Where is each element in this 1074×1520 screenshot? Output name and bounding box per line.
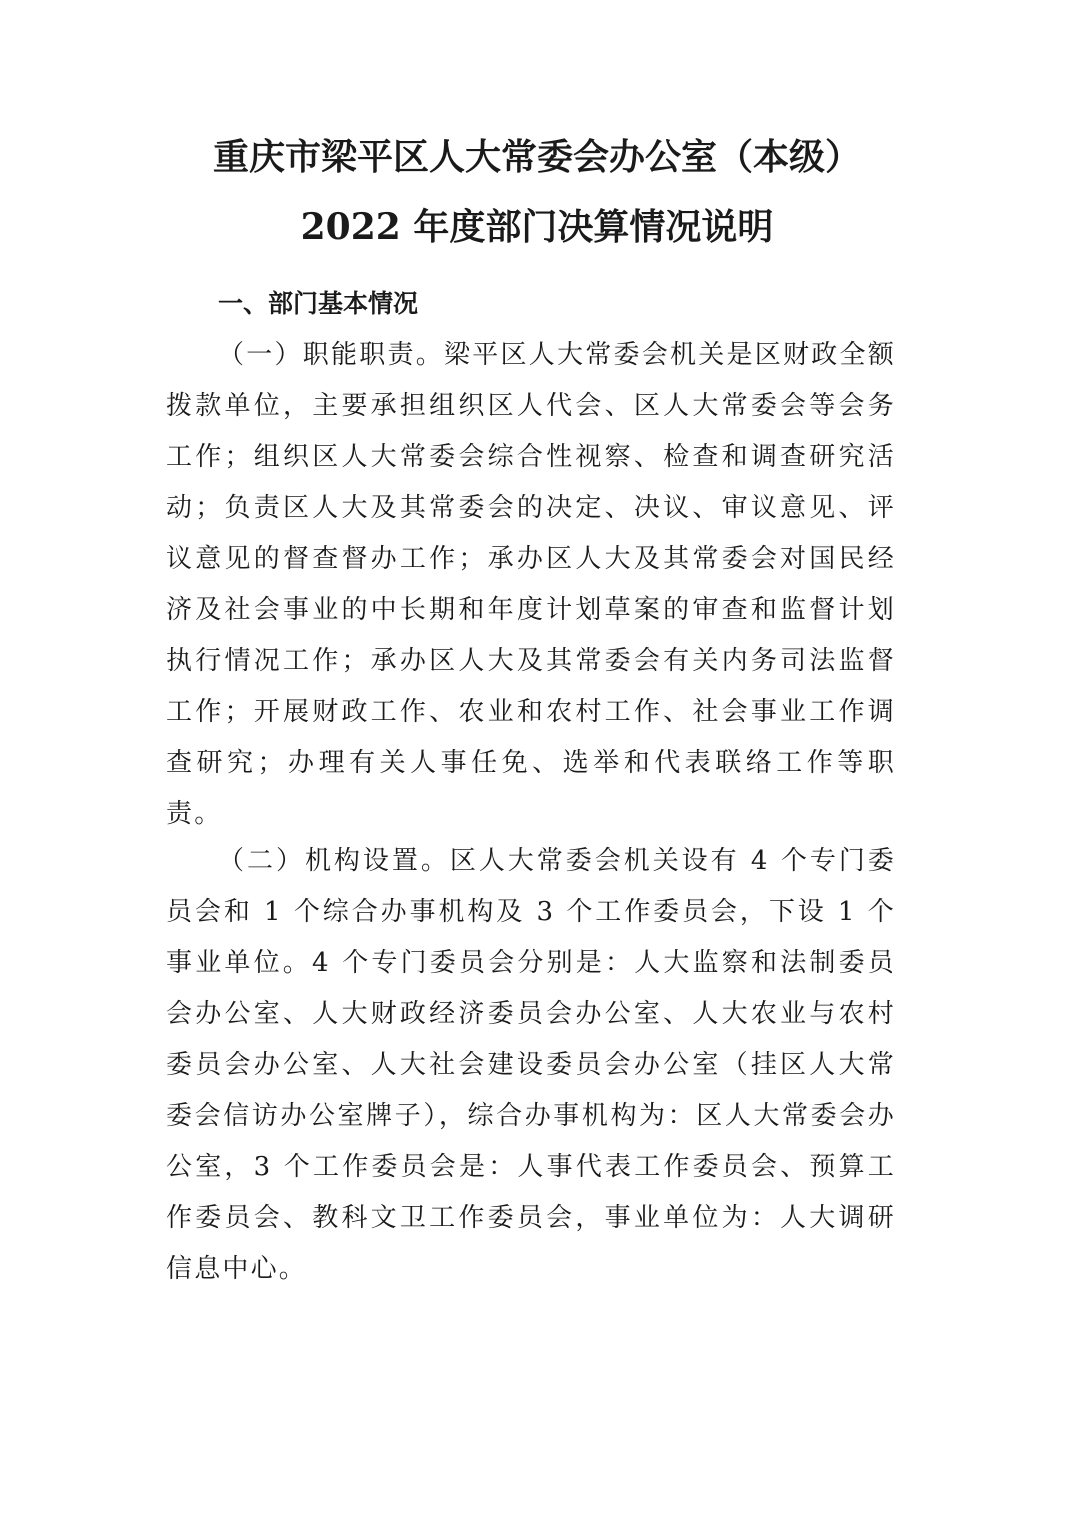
section-heading: 一、部门基本情况 [218,289,419,318]
paragraph-organization: （二）机构设置。区人大常委会机关设有 4 个专门委员会和 1 个综合办事机构及 3 个工作委员会，下设 1 个事业单位。4 个专门委员会分别是：人大监察和法制委员会办公室、人大财政经济委员会办公室、人大农业与农村委员会办公室、人大社会建设委员会办公室（挂区人大常委会信访办公室牌子），综合办事机构为：区人大常委会办公室，3 个工作委员会是：人事代表工作委员会、预算工作委员会、教科文卫工作委员会，事业单位为：人大调研信息中心。 [166,846,896,1284]
document-title-line-1: 重庆市梁平区人大常委会办公室（本级） [212,136,861,178]
paragraph-functions: （一）职能职责。梁平区人大常委会机关是区财政全额拨款单位，主要承担组织区人代会、区人大常委会等会务工作；组织区人大常委会综合性视察、检查和调查研究活动；负责区人大及其常委会的决定、决议、审议意见、评议意见的督查督办工作；承办区人大及其常委会对国民经济及社会事业的中长期和年度计划草案的审查和监督计划执行情况工作；承办区人大及其常委会有关内务司法监督工作；开展财政工作、农业和农村工作、社会事业工作调查研究；办理有关人事任免、选举和代表联络工作等职责。 [166,340,896,829]
document-title-line-2: 2022 年度部门决算情况说明 [300,206,774,248]
